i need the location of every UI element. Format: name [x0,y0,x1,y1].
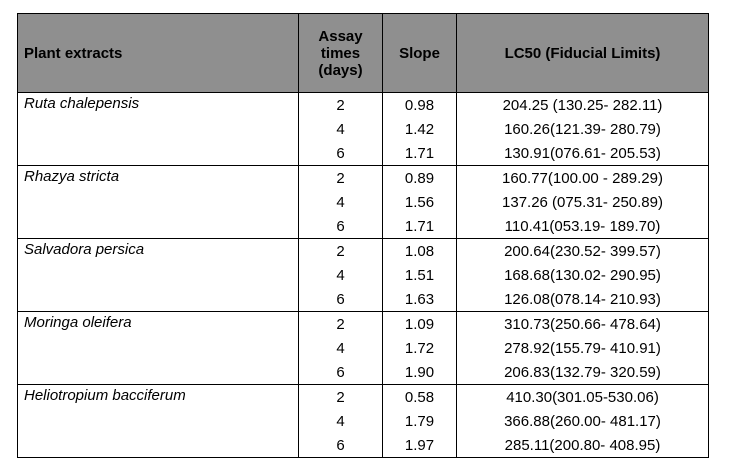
slope-cell: 1.79 [383,409,457,433]
assay-days-cell: 4 [299,409,383,433]
table-body [18,93,709,458]
slope-cell: 1.71 [383,214,457,239]
plant-name: Salvadora persica [18,239,299,312]
table-row [18,166,709,191]
assay-days-cell: 2 [299,385,383,410]
plant-name: Moringa oleifera [18,312,299,385]
assay-days-cell: 6 [299,360,383,385]
assay-days-cell: 4 [299,263,383,287]
slope-cell: 1.71 [383,141,457,166]
lc50-table [17,13,709,458]
assay-days-cell: 6 [299,433,383,458]
lc50-cell: 160.77(100.00 - 289.29) [457,166,709,191]
lc50-cell: 310.73(250.66- 478.64) [457,312,709,337]
assay-days-cell: 4 [299,336,383,360]
slope-cell: 1.63 [383,287,457,312]
header-assay-line-3: (days) [318,61,363,79]
lc50-cell: 126.08(078.14- 210.93) [457,287,709,312]
assay-days-cell: 6 [299,287,383,312]
assay-days-cell: 6 [299,141,383,166]
header-plant-extracts: Plant extracts [18,14,299,93]
lc50-cell: 200.64(230.52- 399.57) [457,239,709,264]
plant-name: Heliotropium bacciferum [18,385,299,458]
lc50-cell: 278.92(155.79- 410.91) [457,336,709,360]
slope-cell: 1.56 [383,190,457,214]
assay-days-cell: 2 [299,166,383,191]
lc50-cell: 110.41(053.19- 189.70) [457,214,709,239]
slope-cell: 1.51 [383,263,457,287]
slope-cell: 1.42 [383,117,457,141]
lc50-cell: 168.68(130.02- 290.95) [457,263,709,287]
header-lc50: LC50 (Fiducial Limits) [457,14,709,93]
slope-cell: 1.72 [383,336,457,360]
table-row [18,93,709,118]
assay-days-cell: 4 [299,190,383,214]
header-slope: Slope [383,14,457,93]
lc50-cell: 160.26(121.39- 280.79) [457,117,709,141]
assay-days-cell: 2 [299,93,383,118]
table-row [18,312,709,337]
assay-days-cell: 2 [299,239,383,264]
header-row [18,14,709,93]
lc50-cell: 206.83(132.79- 320.59) [457,360,709,385]
table-row [18,239,709,264]
slope-cell: 1.97 [383,433,457,458]
lc50-cell: 137.26 (075.31- 250.89) [457,190,709,214]
lc50-cell: 204.25 (130.25- 282.11) [457,93,709,118]
header-assay-times [299,14,383,93]
lc50-cell: 366.88(260.00- 481.17) [457,409,709,433]
slope-cell: 0.89 [383,166,457,191]
assay-days-cell: 6 [299,214,383,239]
assay-days-cell: 2 [299,312,383,337]
slope-cell: 0.58 [383,385,457,410]
slope-cell: 1.08 [383,239,457,264]
slope-cell: 1.90 [383,360,457,385]
lc50-cell: 130.91(076.61- 205.53) [457,141,709,166]
header-assay-line-2: times [320,44,361,62]
slope-cell: 1.09 [383,312,457,337]
lc50-cell: 410.30(301.05-530.06) [457,385,709,410]
plant-name: Ruta chalepensis [18,93,299,166]
assay-days-cell: 4 [299,117,383,141]
slope-cell: 0.98 [383,93,457,118]
header-assay-line-1: Assay [318,27,363,45]
table-row [18,385,709,410]
plant-name: Rhazya stricta [18,166,299,239]
lc50-cell: 285.11(200.80- 408.95) [457,433,709,458]
